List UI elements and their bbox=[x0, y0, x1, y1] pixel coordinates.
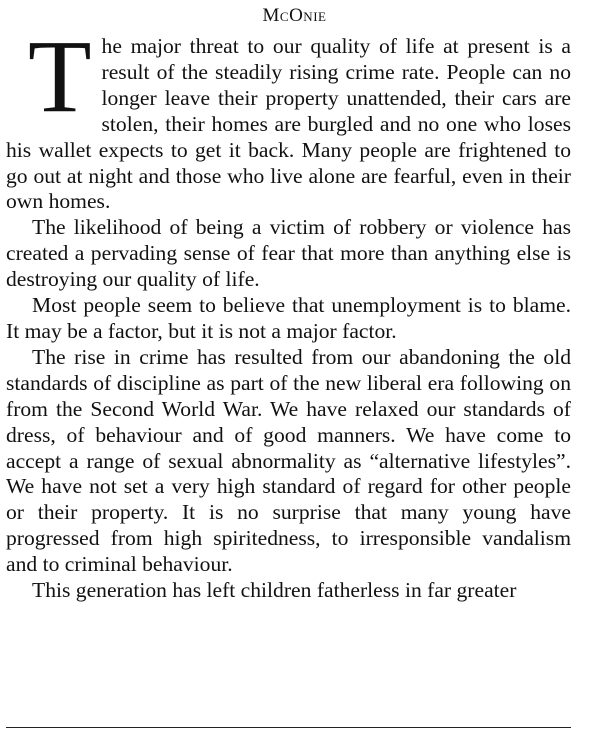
body-text bbox=[6, 19, 571, 604]
paragraph-1-text: he major threat to our quality of life at present is a result of the steadily rising crime rate. People can no longer leave their property unattended, their cars are stolen, their homes are burgled and no one who loses his wallet expects to get it back. Many people are frightened to go out at night and those who live alone are fearful, even in their own homes. bbox=[6, 34, 571, 214]
bottom-rule bbox=[6, 727, 571, 728]
running-head: McOnie bbox=[262, 5, 327, 26]
paragraph-3: Most people seem to believe that unemployment is to blame. It may be a factor, but it is not a major factor. bbox=[6, 293, 571, 343]
paragraph-2: The likelihood of being a victim of robbery or violence has created a pervading sense of fear that more than anything else is destroying our quality of life. bbox=[6, 215, 571, 292]
paragraph-4: The rise in crime has resulted from our abandoning the old standards of discipline as part of the new liberal era following on from the Second World War. We have relaxed our standards of dress, of behaviour and of good manners. We have come to accept a range of sexual abnormality as “alternative lifestyles”. We have not set a very high standard of regard for other people or their property. It is no surprise that many young have progressed from high spiritedness, to irresponsible vandalism and to criminal behaviour. bbox=[6, 344, 571, 577]
drop-cap: T bbox=[28, 19, 92, 134]
paragraph-5: This generation has left children fatherless in far greater bbox=[32, 578, 517, 603]
paragraph-1 bbox=[6, 19, 571, 215]
